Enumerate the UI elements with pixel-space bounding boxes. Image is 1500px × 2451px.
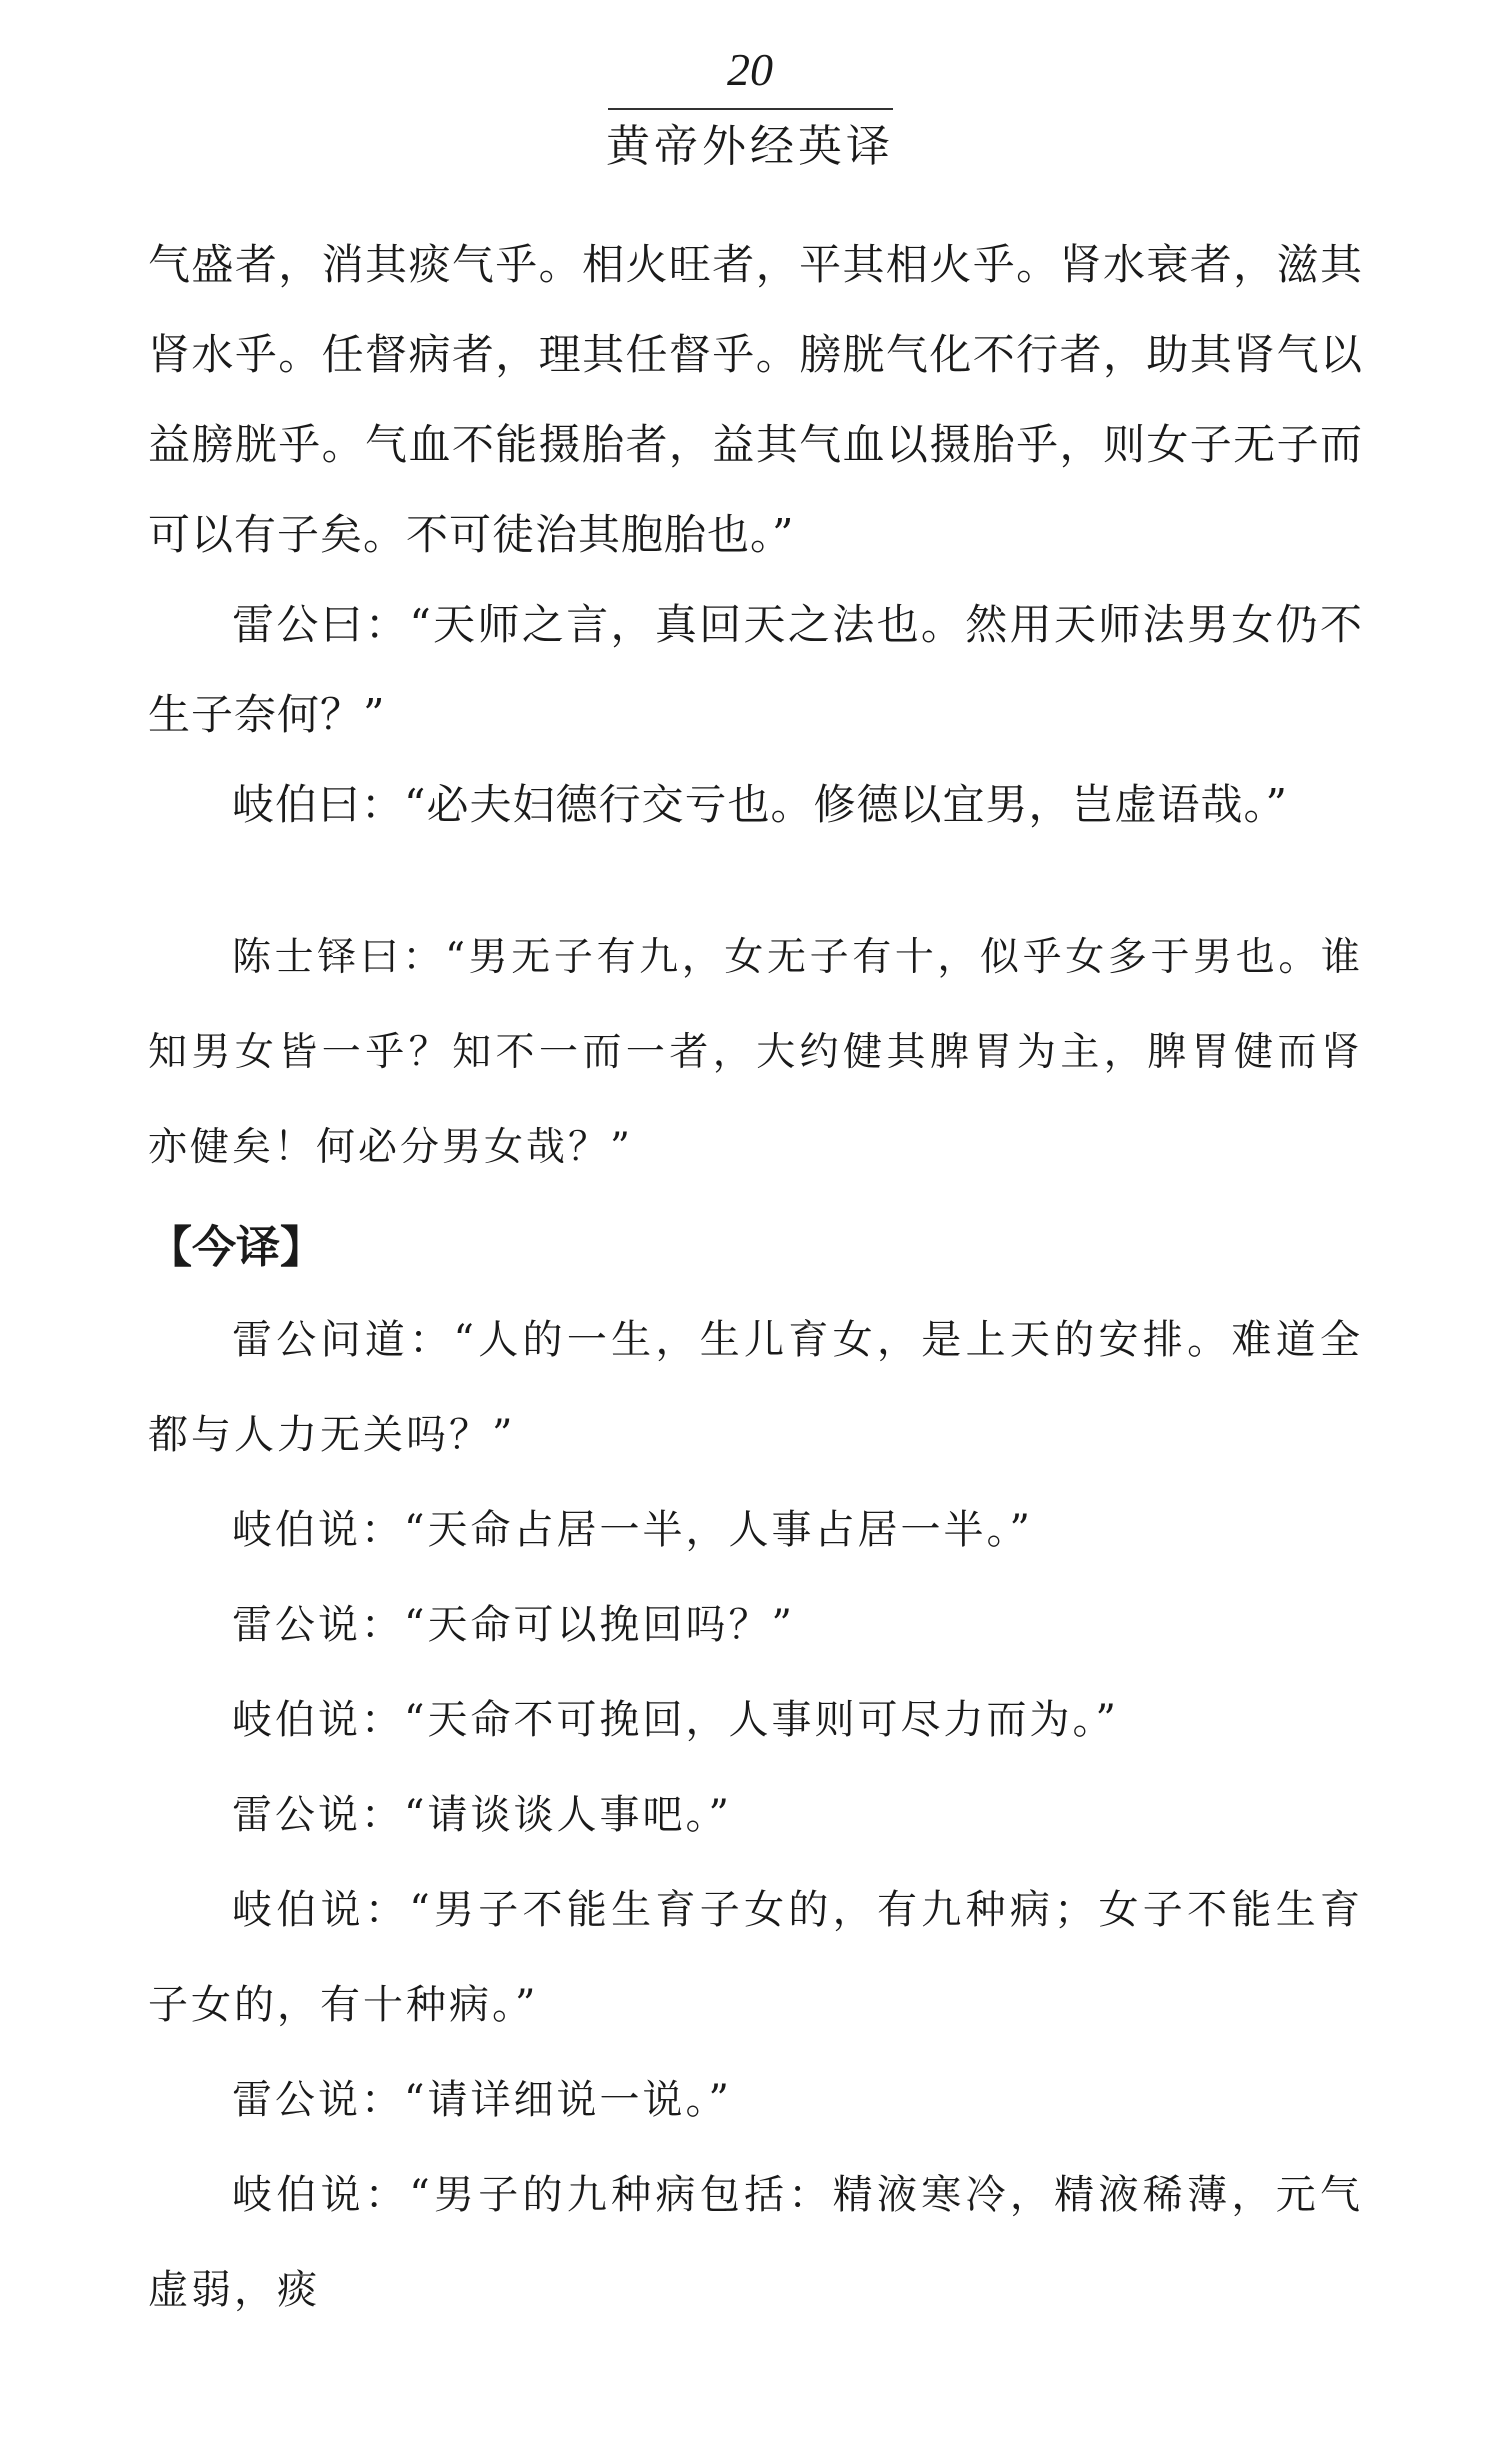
running-title: 黄帝外经英译 xyxy=(606,121,894,172)
translation-text xyxy=(148,1293,1363,2338)
header-divider xyxy=(608,108,893,110)
page-body xyxy=(148,220,1363,2338)
original-paragraph: 气盛者，消其痰气乎。相火旺者，平其相火乎。肾水衰者，滋其肾水乎。任督病者，理其任督乎。膀胱气化不行者，助其肾气以益膀胱乎。气血不能摄胎者，益其气血以摄胎乎，则女子无子而可以有子矣。不可徒治其胞胎也。” xyxy=(148,240,1363,559)
original-text xyxy=(148,220,1363,850)
translation-paragraph: 岐伯说：“男子的九种病包括：精液寒冷，精液稀薄，元气虚弱，痰 xyxy=(148,2172,1363,2313)
commentary-paragraph: 陈士铎曰：“男无子有九，女无子有十，似乎女多于男也。谁知男女皆一乎？知不一而一者，大约健其脾胃为主，脾胃健而肾亦健矣！何必分男女哉？” xyxy=(148,935,1363,1170)
page-number: 20 xyxy=(727,44,773,95)
translation-paragraph: 雷公说：“请详细说一说。” xyxy=(232,2077,732,2123)
original-paragraph: 岐伯曰：“必夫妇德行交亏也。修德以宜男，岂虚语哉。” xyxy=(232,780,1288,829)
translation-paragraph: 雷公说：“请谈谈人事吧。” xyxy=(232,1792,732,1838)
translation-paragraph: 岐伯说：“天命不可挽回，人事则可尽力而为。” xyxy=(232,1697,1119,1743)
page-header xyxy=(0,40,1500,182)
translation-paragraph: 雷公说：“天命可以挽回吗？” xyxy=(232,1602,795,1648)
translation-paragraph: 雷公问道：“人的一生，生儿育女，是上天的安排。难道全都与人力无关吗？” xyxy=(148,1317,1363,1458)
translation-paragraph: 岐伯说：“男子不能生育子女的，有九种病；女子不能生育子女的，有十种病。” xyxy=(148,1887,1363,2028)
commentary-block xyxy=(148,910,1363,1195)
original-paragraph: 雷公曰：“天师之言，真回天之法也。然用天师法男女仍不生子奈何？” xyxy=(148,600,1363,739)
translation-paragraph: 岐伯说：“天命占居一半，人事占居一半。” xyxy=(232,1507,1033,1553)
translation-heading: 【今译】 xyxy=(148,1222,324,1273)
